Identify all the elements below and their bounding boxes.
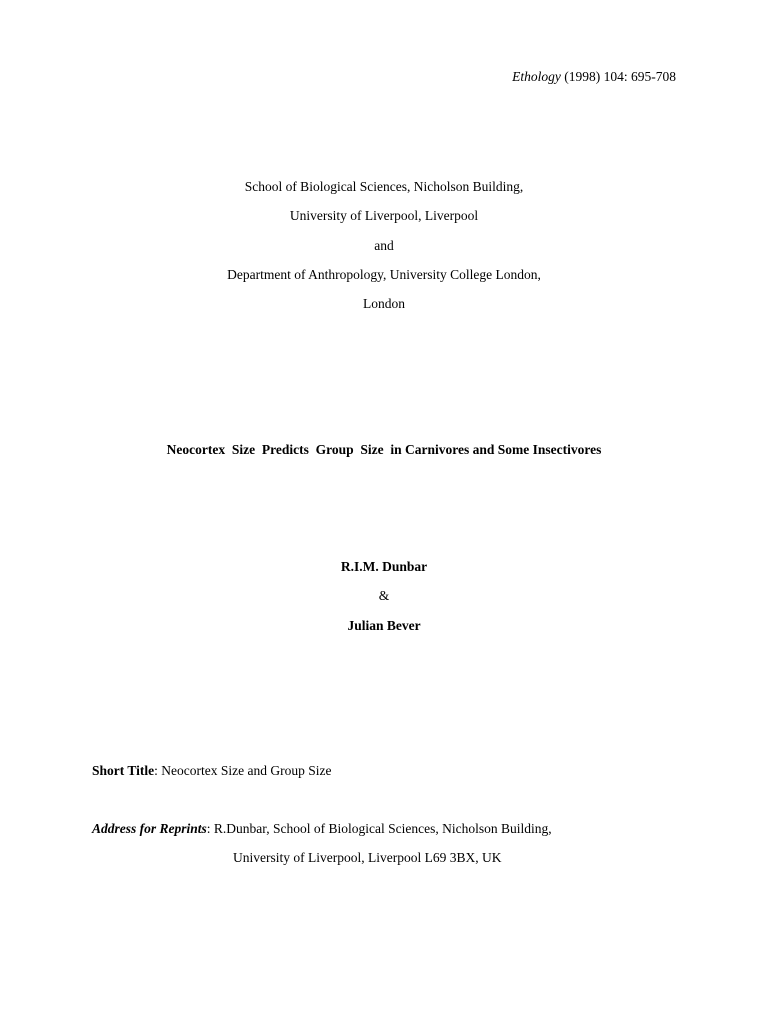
- affiliation-line-2: University of Liverpool, Liverpool: [289, 208, 479, 223]
- short-title-label: Short Title: [92, 763, 155, 778]
- reprints-label: Address for Reprints: [92, 821, 207, 836]
- author-first: R.I.M. Dunbar: [340, 559, 428, 574]
- journal-citation: [512, 69, 676, 85]
- affiliation-line-3: Department of Anthropology, University College London,: [227, 267, 541, 282]
- reprints-address-line-2: University of Liverpool, Liverpool L69 3BX, UK: [233, 850, 502, 865]
- journal-name: Ethology: [512, 69, 561, 84]
- affiliation-line-1: School of Biological Sciences, Nicholson Building,: [244, 179, 524, 194]
- author-second: Julian Bever: [347, 618, 421, 633]
- affiliation-line-4: London: [363, 296, 405, 311]
- journal-volume-pages: (1998) 104: 695-708: [560, 69, 676, 84]
- short-title: [92, 763, 331, 779]
- reprints-address-line-1: [92, 821, 552, 837]
- reprints-line-1: : R.Dunbar, School of Biological Sciences, Nicholson Building,: [206, 821, 552, 836]
- paper-title: Neocortex Size Predicts Group Size in Carnivores and Some Insectivores: [166, 442, 602, 457]
- short-title-value: : Neocortex Size and Group Size: [154, 763, 332, 778]
- author-connector: &: [378, 588, 390, 603]
- affiliation-connector: and: [374, 238, 394, 253]
